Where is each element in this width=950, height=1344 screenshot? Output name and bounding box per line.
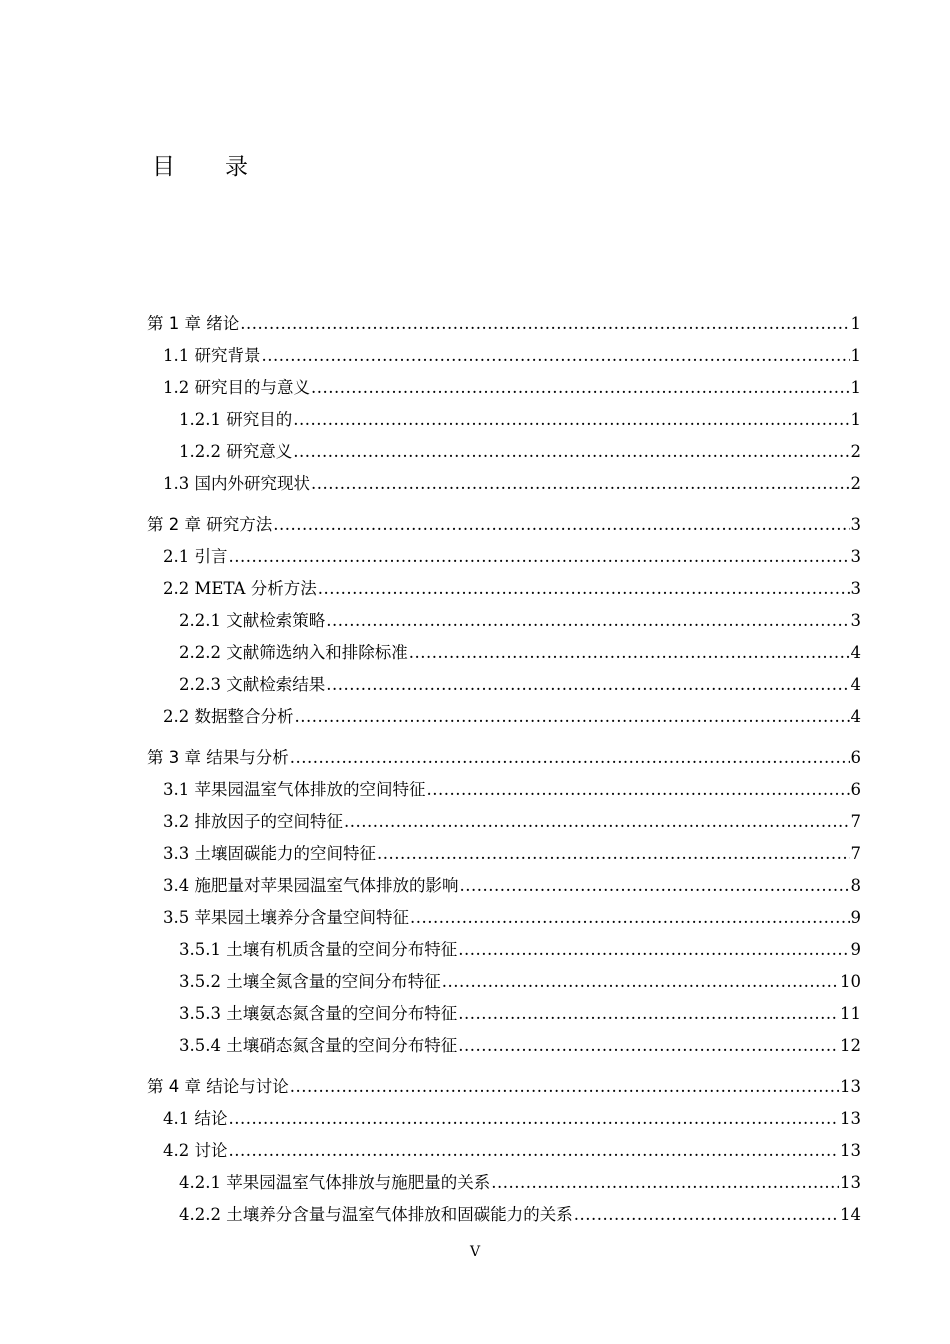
toc-entry-number: 2.2 [163, 707, 195, 726]
toc-dot-leader [311, 468, 850, 500]
toc-entry-label: 结果与分析 [206, 748, 289, 767]
toc-entry-label: 文献筛选纳入和排除标准 [226, 643, 408, 662]
toc-entry-label: 研究方法 [206, 515, 273, 534]
toc-entry-page: 8 [850, 876, 861, 895]
toc-entry-number: 3.4 [163, 876, 195, 895]
toc-entry-page: 1 [850, 410, 861, 429]
toc-dot-leader [318, 573, 850, 605]
toc-section-entry[interactable] [147, 1199, 861, 1231]
toc-chapter-entry[interactable] [147, 742, 861, 774]
toc-section-entry[interactable] [147, 340, 861, 372]
toc-entry-number: 4.2 [163, 1141, 195, 1160]
toc-entry-label: 苹果园温室气体排放与施肥量的关系 [226, 1173, 491, 1192]
toc-entry-label: 排放因子的空间特征 [194, 812, 343, 831]
toc-dot-leader [410, 902, 850, 934]
page-number: V [469, 1244, 481, 1260]
toc-entry-label: 引言 [194, 547, 228, 566]
toc-entry-label: 讨论 [194, 1141, 228, 1160]
toc-entry-number: 3.5 [163, 908, 195, 927]
toc-section-entry[interactable] [147, 1103, 861, 1135]
toc-entry-label: 苹果园土壤养分含量空间特征 [194, 908, 409, 927]
toc-entry-page: 3 [850, 515, 861, 534]
toc-entry-page: 14 [840, 1205, 861, 1224]
toc-entry-number: 4.1 [163, 1109, 195, 1128]
page-footer [0, 1244, 950, 1260]
toc-entry-page: 4 [850, 675, 861, 694]
toc-entry-label: 研究背景 [194, 346, 261, 365]
toc-dot-leader [290, 1071, 839, 1103]
toc-section-entry[interactable] [147, 669, 861, 701]
toc-entry-label: 绪论 [206, 314, 240, 333]
toc-entry-page: 1 [850, 378, 861, 397]
toc-entry-number: 3.5.3 [179, 1004, 227, 1023]
toc-section-entry[interactable] [147, 372, 861, 404]
toc-entry-number: 2.2.3 [179, 675, 227, 694]
toc-entry-page: 7 [850, 812, 861, 831]
toc-entry-page: 4 [850, 643, 861, 662]
toc-entry-number: 4.2.1 [179, 1173, 227, 1192]
toc-section-entry[interactable] [147, 468, 861, 500]
toc-dot-leader [344, 806, 850, 838]
toc-entry-page: 1 [850, 346, 861, 365]
toc-dot-leader [427, 774, 850, 806]
toc-entry-page: 13 [840, 1173, 861, 1192]
toc-dot-leader [240, 308, 849, 340]
toc-dot-leader [326, 605, 849, 637]
toc-entry-number: 3.5.1 [179, 940, 227, 959]
toc-section-entry[interactable] [147, 605, 861, 637]
toc-entry-label: 国内外研究现状 [194, 474, 310, 493]
toc-section-entry[interactable] [147, 902, 861, 934]
toc-entry-label: 研究目的与意义 [194, 378, 310, 397]
toc-dot-leader [409, 637, 850, 669]
toc-section-entry[interactable] [147, 541, 861, 573]
toc-entry-page: 7 [850, 844, 861, 863]
toc-entry-page: 1 [850, 314, 861, 333]
toc-dot-leader [229, 1103, 840, 1135]
toc-entry-number: 第 4 章 [147, 1077, 207, 1096]
toc-entry-label: 施肥量对苹果园温室气体排放的影响 [194, 876, 459, 895]
toc-chapter-entry[interactable] [147, 509, 861, 541]
toc-section-entry[interactable] [147, 870, 861, 902]
toc-entry-label: 数据整合分析 [194, 707, 294, 726]
toc-entry-label: 研究目的 [226, 410, 293, 429]
page-title-right: 录 [225, 154, 248, 180]
page-title-left: 目 [152, 154, 175, 180]
toc-dot-leader [293, 404, 849, 436]
toc-entry-label: 研究意义 [226, 442, 293, 461]
toc-section-entry[interactable] [147, 998, 861, 1030]
toc-entry-number: 第 3 章 [147, 748, 207, 767]
toc-entry-page: 6 [850, 780, 861, 799]
toc-entry-page: 3 [850, 611, 861, 630]
toc-dot-leader [491, 1167, 839, 1199]
toc-section-entry[interactable] [147, 436, 861, 468]
toc-dot-leader [458, 934, 849, 966]
toc-section-entry[interactable] [147, 1030, 861, 1062]
toc-entry-page: 3 [850, 579, 861, 598]
toc-dot-leader [229, 541, 850, 573]
toc-dot-leader [458, 998, 839, 1030]
toc-entry-page: 9 [850, 940, 861, 959]
toc-entry-label: 文献检索策略 [226, 611, 326, 630]
toc-entry-page: 13 [840, 1109, 861, 1128]
toc-entry-number: 1.2.1 [179, 410, 227, 429]
toc-entry-number: 第 2 章 [147, 515, 207, 534]
toc-chapter-entry[interactable] [147, 308, 861, 340]
toc-section-entry[interactable] [147, 838, 861, 870]
toc-entry-label: 土壤氨态氮含量的空间分布特征 [226, 1004, 458, 1023]
toc-entry-page: 4 [850, 707, 861, 726]
toc-entry-label: 土壤全氮含量的空间分布特征 [226, 972, 441, 991]
toc-entry-number: 1.2.2 [179, 442, 227, 461]
toc-entry-number: 第 1 章 [147, 314, 207, 333]
toc-entry-page: 10 [840, 972, 861, 991]
toc-entry-number: 1.3 [163, 474, 195, 493]
toc-dot-leader [295, 701, 850, 733]
toc-entry-page: 2 [850, 442, 861, 461]
table-of-contents [147, 308, 861, 1231]
toc-section-entry[interactable] [147, 934, 861, 966]
toc-entry-label: 土壤硝态氮含量的空间分布特征 [226, 1036, 458, 1055]
toc-dot-leader [273, 509, 849, 541]
toc-entry-number: 4.2.2 [179, 1205, 227, 1224]
toc-entry-label: 土壤养分含量与温室气体排放和固碳能力的关系 [226, 1205, 573, 1224]
toc-section-entry[interactable] [147, 806, 861, 838]
toc-entry-page: 11 [840, 1004, 861, 1023]
toc-entry-number: 1.2 [163, 378, 195, 397]
toc-entry-label: META 分析方法 [194, 579, 317, 598]
toc-dot-leader [290, 742, 850, 774]
toc-dot-leader [326, 669, 849, 701]
toc-section-entry[interactable] [147, 404, 861, 436]
toc-section-entry[interactable] [147, 1135, 861, 1167]
toc-dot-leader [311, 372, 850, 404]
toc-entry-page: 12 [840, 1036, 861, 1055]
toc-entry-number: 2.2.2 [179, 643, 227, 662]
toc-entry-number: 3.3 [163, 844, 195, 863]
toc-section-entry[interactable] [147, 966, 861, 998]
toc-dot-leader [574, 1199, 839, 1231]
toc-section-entry[interactable] [147, 1167, 861, 1199]
toc-dot-leader [460, 870, 850, 902]
toc-entry-number: 3.5.4 [179, 1036, 227, 1055]
toc-entry-label: 土壤有机质含量的空间分布特征 [226, 940, 458, 959]
toc-dot-leader [262, 340, 850, 372]
toc-entry-label: 结论与讨论 [206, 1077, 289, 1096]
toc-entry-number: 1.1 [163, 346, 195, 365]
toc-entry-number: 3.5.2 [179, 972, 227, 991]
toc-dot-leader [229, 1135, 840, 1167]
toc-entry-number: 3.1 [163, 780, 195, 799]
toc-dot-leader [377, 838, 850, 870]
toc-section-entry[interactable] [147, 573, 861, 605]
toc-entry-page: 13 [840, 1141, 861, 1160]
toc-section-entry[interactable] [147, 701, 861, 733]
toc-entry-label: 文献检索结果 [226, 675, 326, 694]
page-title [152, 148, 248, 181]
toc-entry-label: 土壤固碳能力的空间特征 [194, 844, 376, 863]
toc-entry-number: 3.2 [163, 812, 195, 831]
toc-entry-label: 结论 [194, 1109, 228, 1128]
toc-section-entry[interactable] [147, 774, 861, 806]
toc-entry-page: 2 [850, 474, 861, 493]
toc-dot-leader [442, 966, 839, 998]
toc-entry-number: 2.1 [163, 547, 195, 566]
toc-entry-page: 6 [850, 748, 861, 767]
toc-entry-page: 13 [840, 1077, 861, 1096]
toc-entry-number: 2.2 [163, 579, 195, 598]
toc-dot-leader [293, 436, 849, 468]
toc-entry-label: 苹果园温室气体排放的空间特征 [194, 780, 426, 799]
toc-section-entry[interactable] [147, 637, 861, 669]
toc-entry-page: 9 [850, 908, 861, 927]
toc-dot-leader [458, 1030, 839, 1062]
toc-entry-number: 2.2.1 [179, 611, 227, 630]
toc-chapter-entry[interactable] [147, 1071, 861, 1103]
toc-entry-page: 3 [850, 547, 861, 566]
